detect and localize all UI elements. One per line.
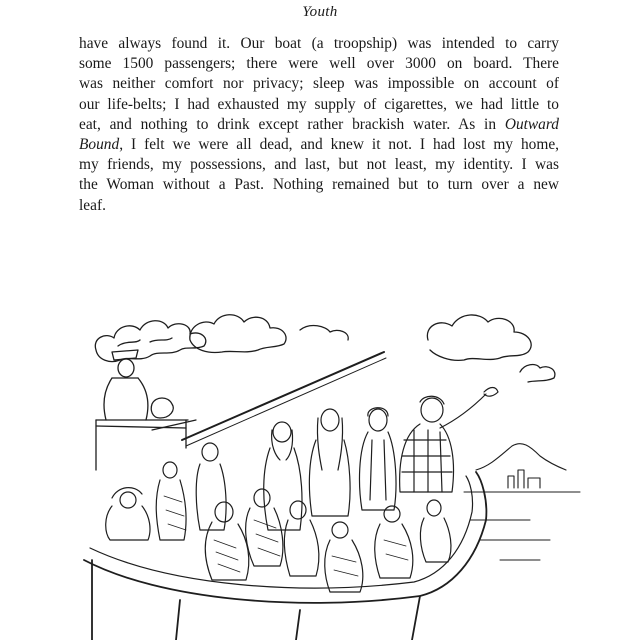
seated-figures xyxy=(205,489,451,592)
book-title-italic: Outward xyxy=(504,115,559,133)
body-paragraph xyxy=(79,34,559,216)
deck-rail xyxy=(96,420,188,470)
distant-shore xyxy=(464,444,580,560)
text-line: the Woman without a Past. Nothing remained but to turn over a new xyxy=(79,176,559,194)
shading xyxy=(164,496,408,576)
text-line: my friends, my possessions, and last, but not least, my identity. I was xyxy=(79,156,559,174)
text-line xyxy=(79,115,559,135)
passengers xyxy=(106,388,498,593)
text-line: our life-belts; I had exhausted my supply of cigarettes, we had little to xyxy=(79,95,559,113)
mountain xyxy=(476,444,566,470)
cloud-right xyxy=(427,315,531,360)
shore-buildings xyxy=(508,470,540,488)
sailor-figure xyxy=(104,350,173,420)
standing-figure xyxy=(360,408,396,510)
cloud-right-small xyxy=(520,365,555,382)
text-segment: eat, and nothing to drink except rather brackish water. As in xyxy=(79,115,505,133)
book-title-italic: Bound xyxy=(79,136,120,154)
text-line: leaf. xyxy=(79,196,106,214)
running-head: Youth xyxy=(302,4,338,20)
cloud-center-wisp xyxy=(300,326,348,340)
left-group xyxy=(106,443,226,540)
cloud-center xyxy=(190,315,286,353)
cloud-left-inner xyxy=(118,338,172,346)
text-line: was neither comfort nor privacy; sleep was impossible on account of xyxy=(79,75,559,93)
text-segment: , I felt we were all dead, and knew it not. I had lost my home, xyxy=(119,136,559,154)
lifeboat-illustration xyxy=(0,300,640,640)
text-line xyxy=(79,135,559,155)
pointing-figure xyxy=(400,388,498,493)
center-figure xyxy=(264,422,302,530)
long-hair-figure xyxy=(309,409,350,516)
text-line: some 1500 passengers; there were well over 3000 on board. There xyxy=(79,55,559,73)
mast xyxy=(152,352,386,446)
clouds xyxy=(95,315,555,382)
text-line: have always found it. Our boat (a troopship) was intended to carry xyxy=(79,35,559,52)
